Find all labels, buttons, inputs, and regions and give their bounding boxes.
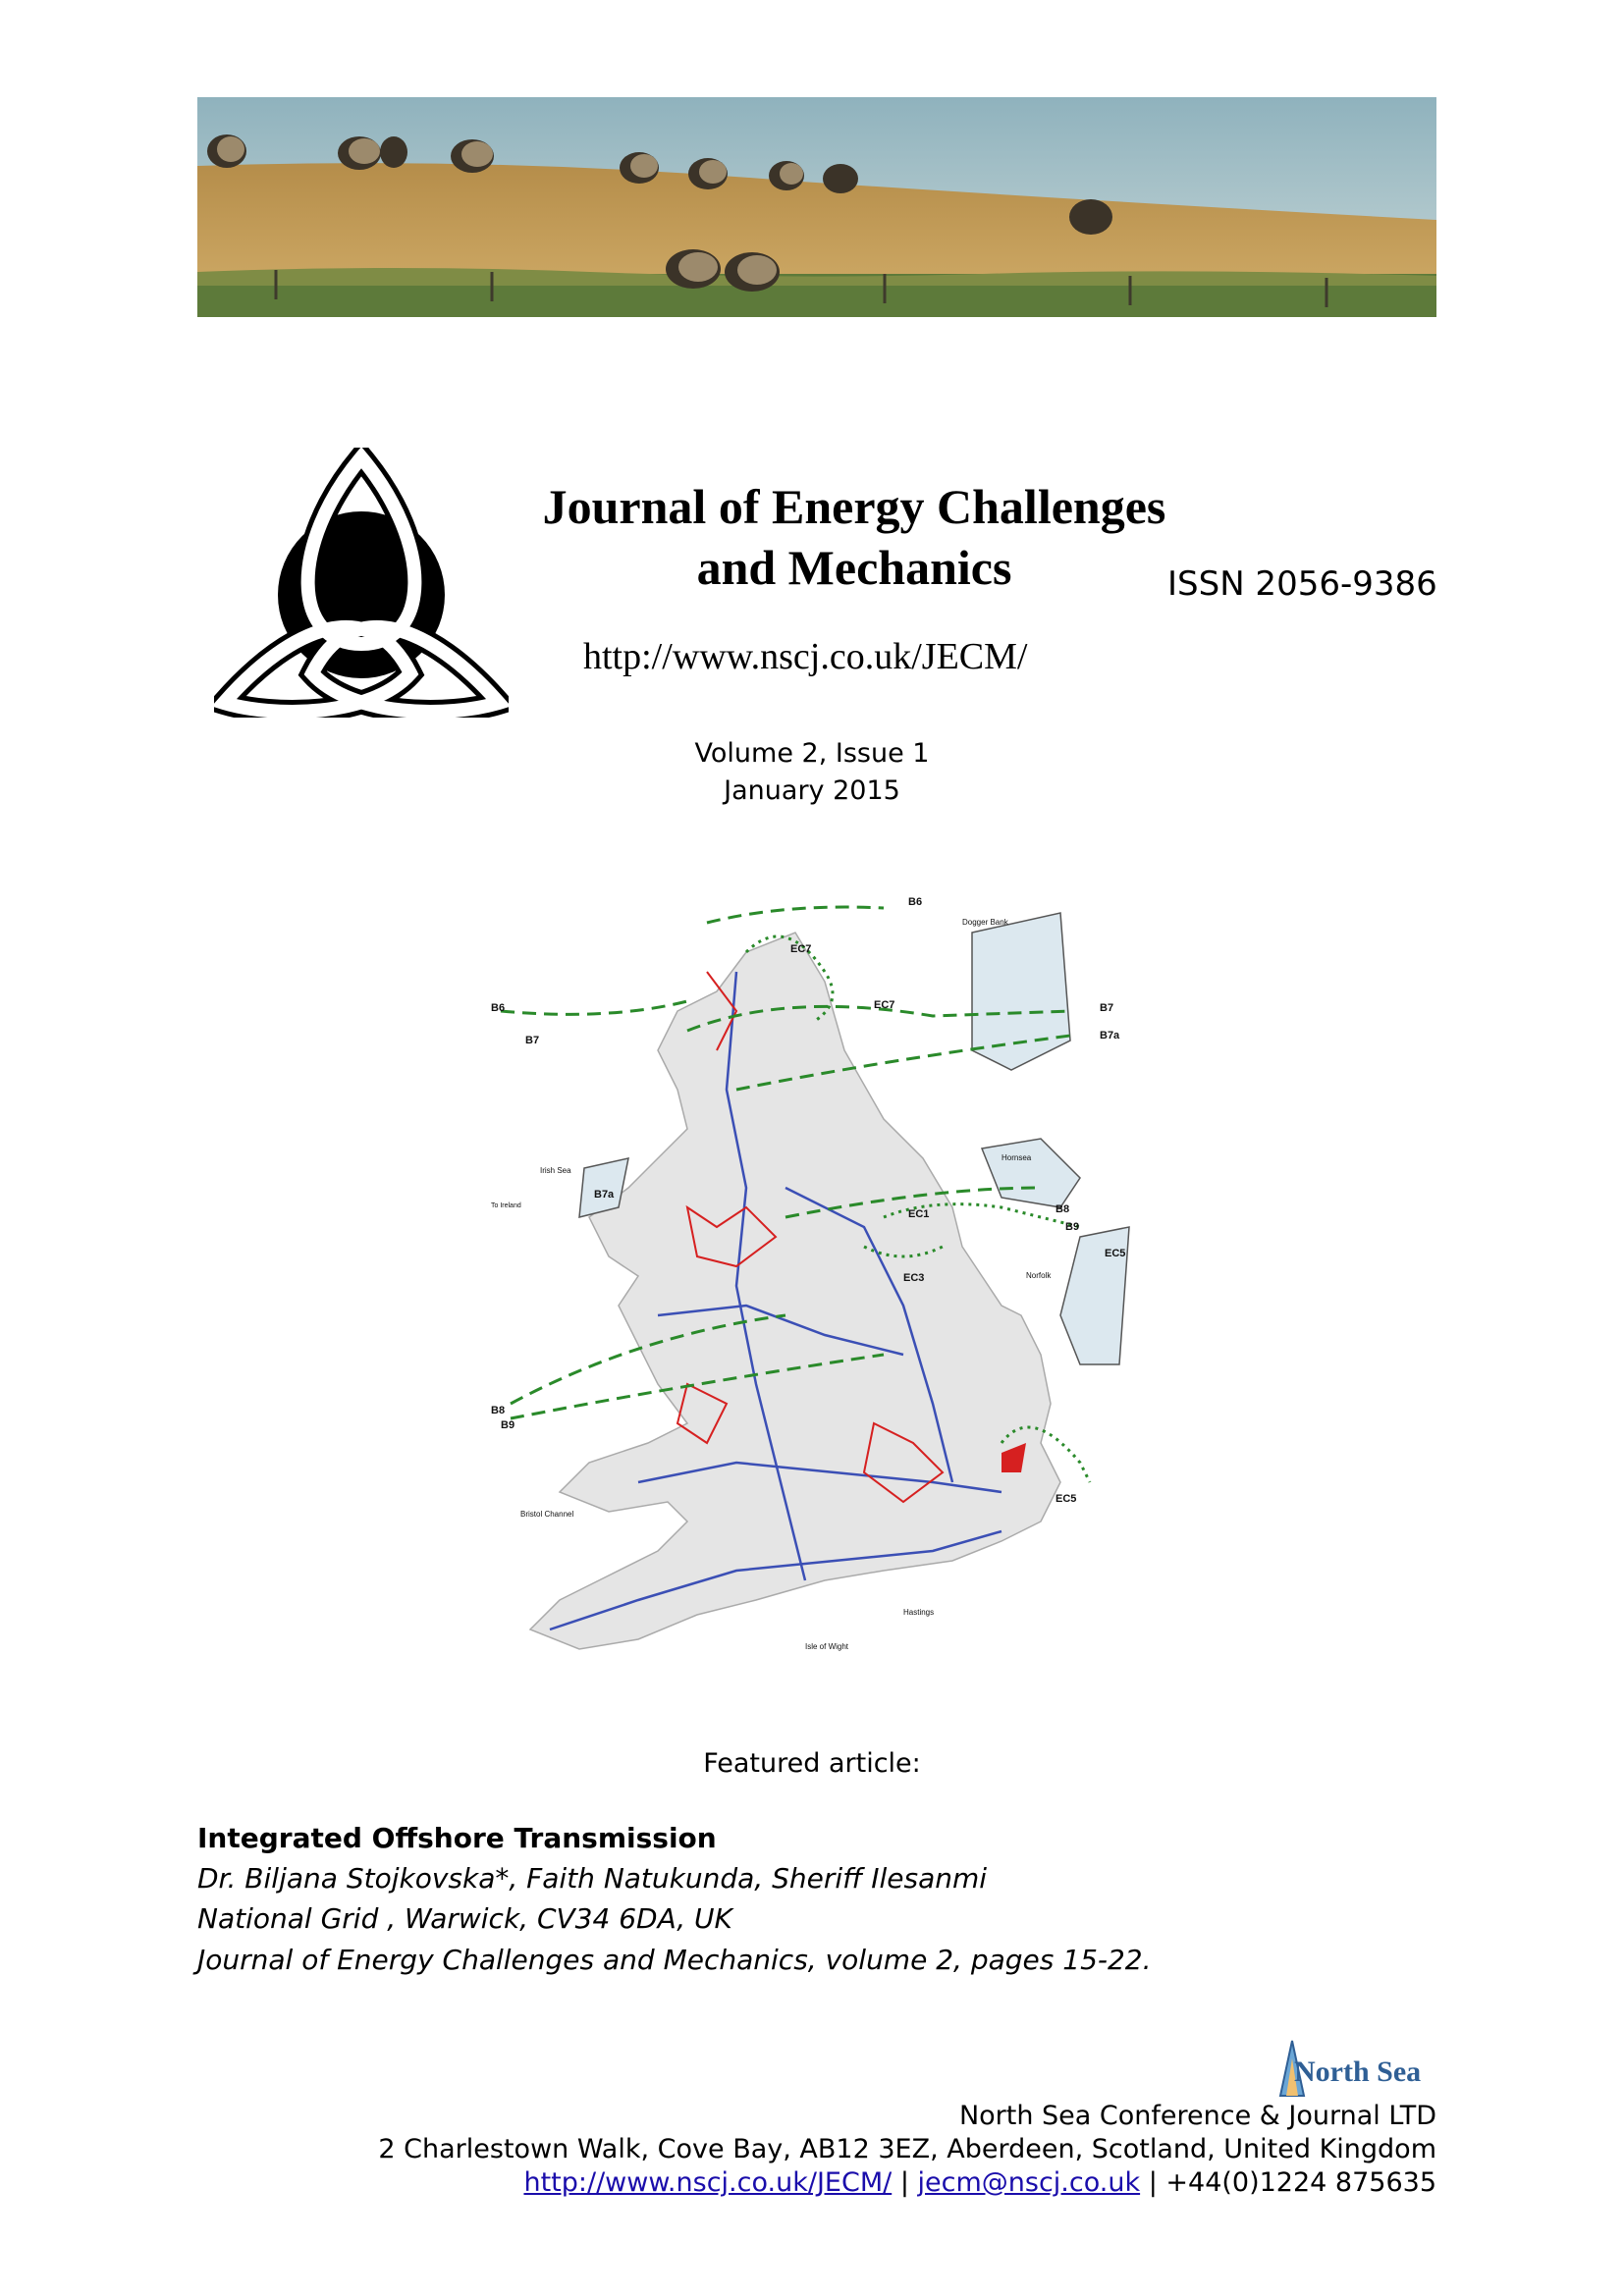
issn-number: ISSN 2056-9386 (1167, 564, 1437, 604)
article-title: Integrated Offshore Transmission (197, 1822, 717, 1854)
map-label-b8: B8 (1056, 1203, 1070, 1215)
map-label-b7: B7 (525, 1035, 540, 1046)
publisher-address: 2 Charlestown Walk, Cove Bay, AB12 3EZ, Aberdeen, Scotland, United Kingdom (378, 2134, 1436, 2164)
map-label-b9-2: B9 (501, 1419, 515, 1431)
article-citation: Journal of Energy Challenges and Mechanics, volume 2, pages 15-22. (197, 1944, 1152, 1976)
map-boundary-b6 (501, 1001, 687, 1014)
map-label-norfolk: Norfolk (1026, 1271, 1052, 1280)
map-zone-hornsea (982, 1139, 1080, 1207)
journal-title (432, 476, 1276, 598)
publisher-email-link[interactable]: jecm@nscj.co.uk (917, 2167, 1141, 2198)
map-label-dogger-bank: Dogger Bank (962, 918, 1008, 927)
map-label-b8-2: B8 (491, 1405, 506, 1416)
map-label-b7-2: B7 (1100, 1002, 1114, 1014)
featured-article-label: Featured article: (703, 1748, 921, 1779)
journal-title-line-1: Journal of Energy Challenges (542, 479, 1166, 534)
issue-date: January 2015 (724, 775, 900, 806)
map-label-bristol-channel: Bristol Channel (520, 1510, 574, 1519)
map-label-b7a: B7a (1100, 1030, 1120, 1041)
banner-photo-hay-field (197, 97, 1436, 317)
map-label-ec7-2: EC7 (874, 999, 895, 1011)
publisher-name: North Sea Conference & Journal LTD (958, 2101, 1436, 2131)
map-label-b6: B6 (908, 896, 923, 908)
map-label-b9: B9 (1065, 1221, 1080, 1233)
map-boundary-b6 (707, 907, 884, 923)
map-label-ec7: EC7 (790, 943, 812, 955)
map-label-hastings: Hastings (903, 1608, 935, 1617)
map-label-hornsea: Hornsea (1001, 1153, 1032, 1162)
publisher-footer (378, 2100, 1436, 2200)
map-label-irish-sea: Irish Sea (540, 1166, 571, 1175)
transmission-network-map (491, 893, 1168, 1688)
map-label-ec5: EC5 (1105, 1248, 1126, 1259)
article-authors: Dr. Biljana Stojkovska*, Faith Natukunda, Sheriff Ilesanmi (197, 1862, 988, 1895)
publisher-phone: +44(0)1224 875635 (1165, 2167, 1436, 2198)
map-label-b7a-2: B7a (594, 1189, 615, 1201)
map-label-ec3: EC3 (903, 1272, 925, 1284)
map-label-b6-2: B6 (491, 1002, 506, 1014)
journal-url: http://www.nscj.co.uk/JECM/ (583, 636, 1028, 677)
publisher-url-link[interactable]: http://www.nscj.co.uk/JECM/ (523, 2167, 893, 2198)
separator: | (899, 2167, 909, 2198)
publisher-contact-line (378, 2166, 1436, 2200)
north-sea-logo-text: North Sea (1294, 2056, 1422, 2088)
map-label-isle-of-wight: Isle of Wight (805, 1642, 849, 1651)
article-affiliation: National Grid , Warwick, CV34 6DA, UK (197, 1902, 732, 1935)
journal-title-line-2: and Mechanics (696, 540, 1012, 595)
map-label-ec5-2: EC5 (1056, 1493, 1077, 1505)
map-label-ec1: EC1 (908, 1208, 930, 1220)
map-label-to-ireland: To Ireland (491, 1202, 521, 1209)
issue-volume: Volume 2, Issue 1 (694, 738, 930, 769)
separator: | (1148, 2167, 1158, 2198)
map-zone-dogger-bank (972, 913, 1070, 1070)
